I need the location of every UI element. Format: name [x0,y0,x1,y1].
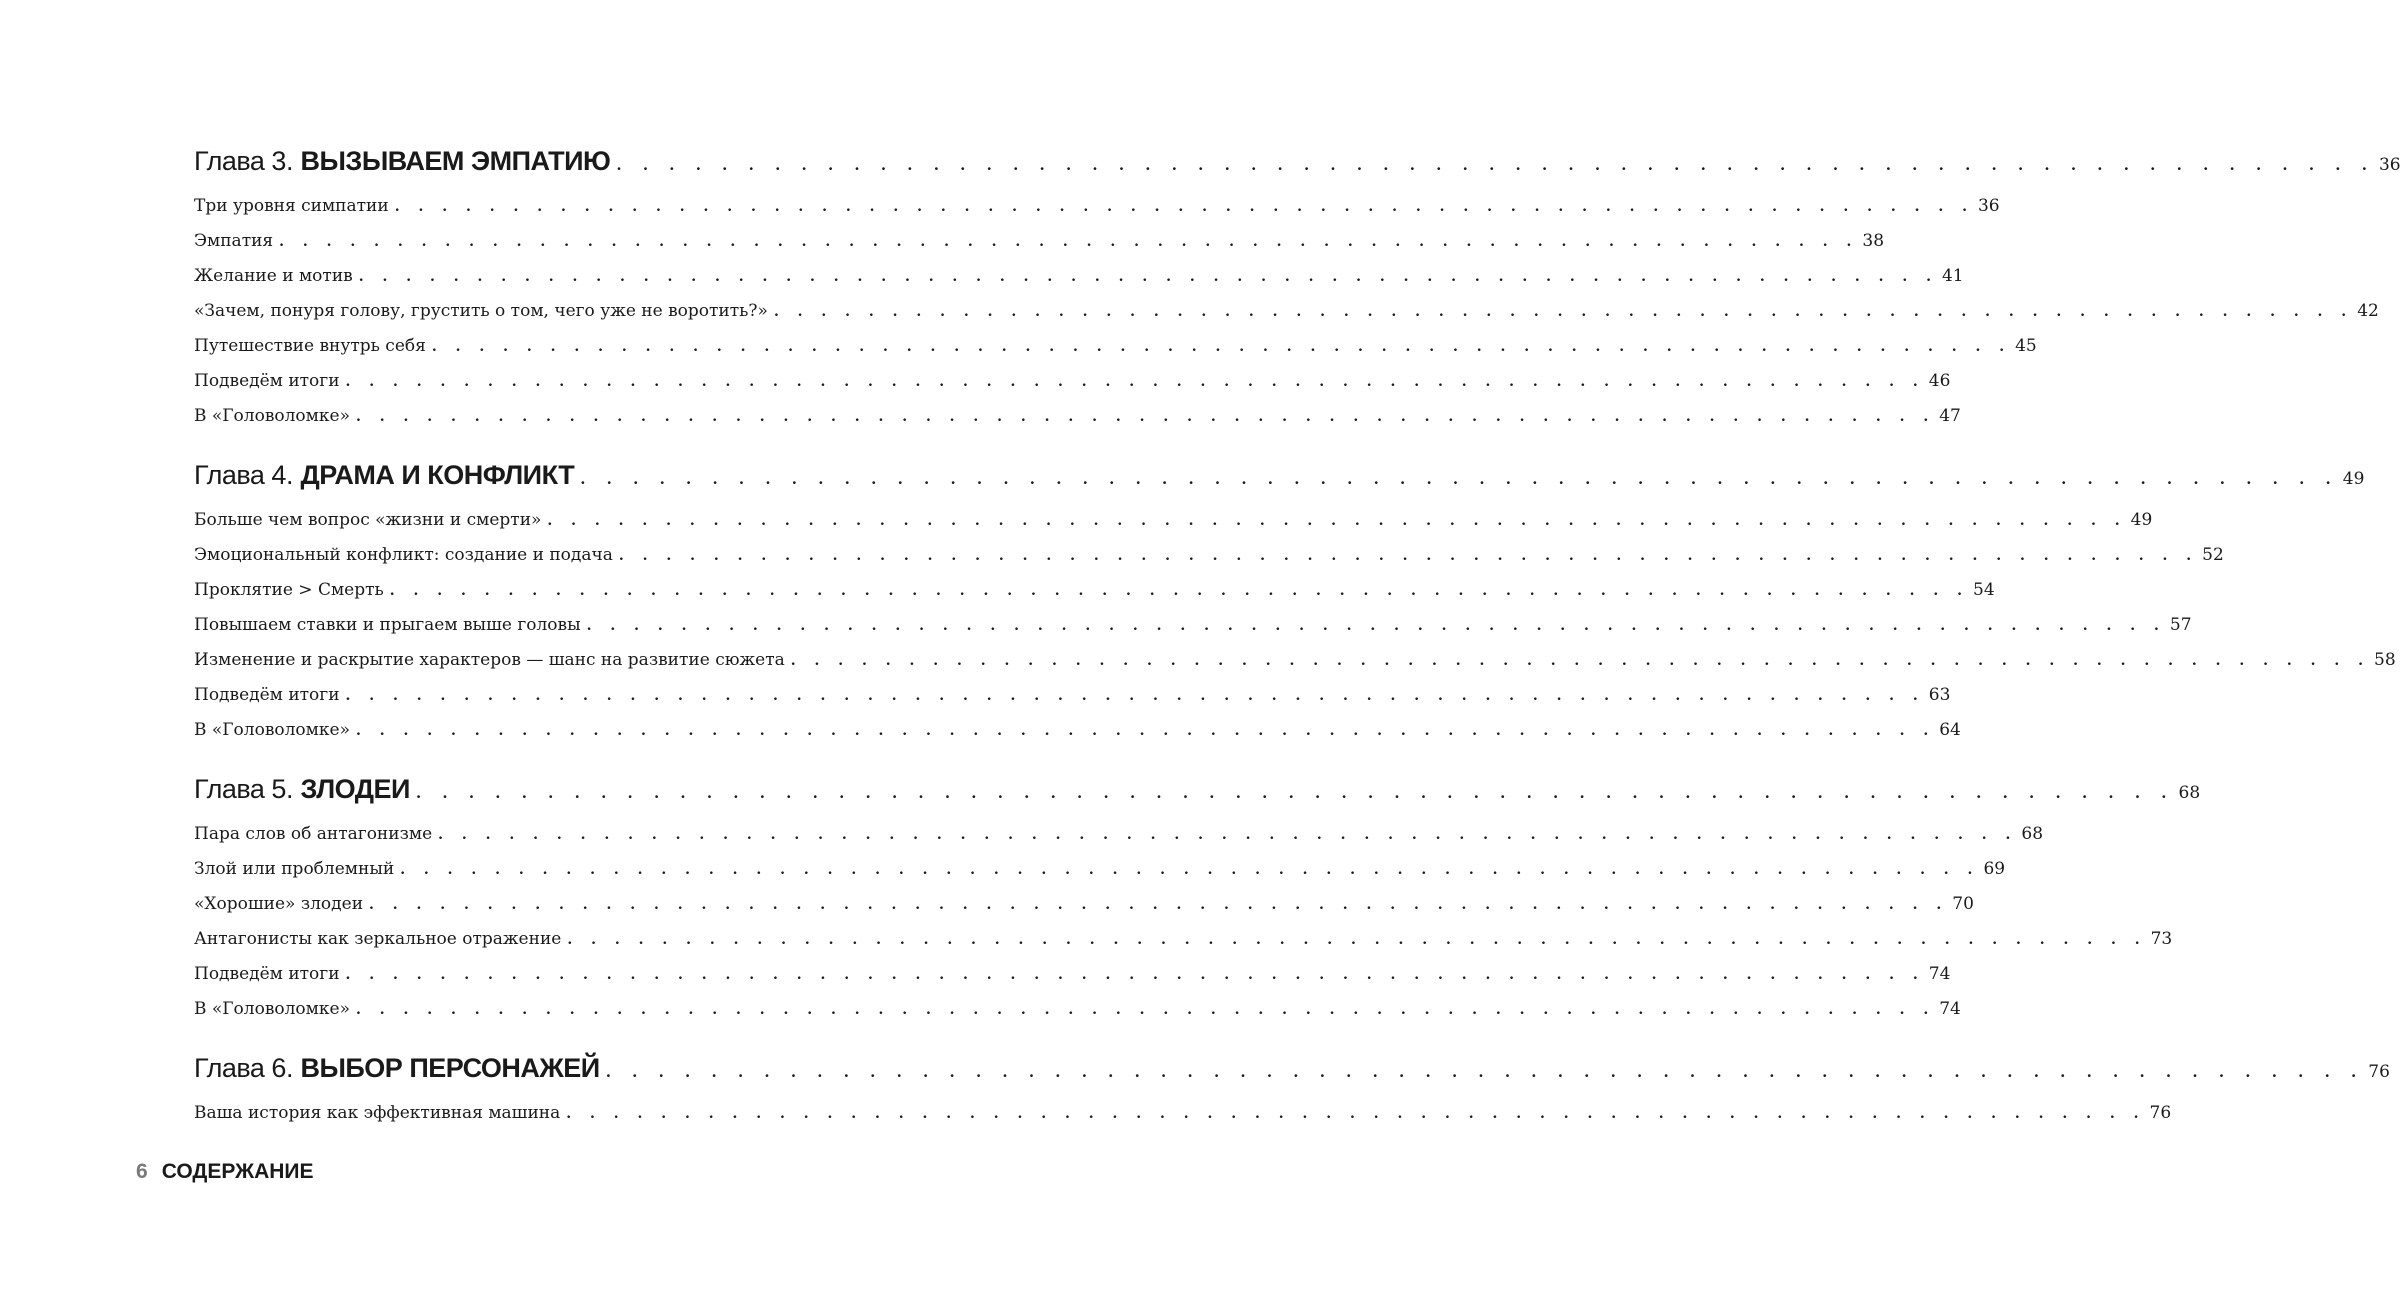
entry-page-number: 45 [2015,336,2037,356]
entry-title: Желание и мотив [194,266,353,286]
toc-entry[interactable] [194,964,1951,984]
entry-title: «Зачем, понуря голову, грустить о том, чего уже не воротить?» [194,301,768,321]
entry-page-number: 38 [1862,231,1885,251]
entry-page-number: 41 [1941,266,1964,286]
toc-entry[interactable] [194,650,2396,670]
toc-entry[interactable] [194,580,1995,600]
toc-entry[interactable] [194,406,1961,426]
chapter-page-number: 76 [2368,1062,2390,1082]
dot-leader: . . . . . . . . . . . . . . . . . . . . . . . . . . . . . . . . . . . . . . . . . . . . . . . . . . . . . . . . . . . . . . . . . . . [279,234,1859,250]
chapter-page-number: 49 [2342,469,2365,489]
toc-entry[interactable] [194,685,1951,705]
entry-title: Повышаем ставки и прыгаем выше головы [194,615,581,635]
entry-title: Путешествие внутрь себя [194,336,426,356]
page-footer [136,1160,314,1184]
toc-entry[interactable] [194,1103,2172,1123]
chapter-page-number: 36 [2378,155,2401,175]
chapter-page-number: 68 [2178,783,2201,803]
dot-leader: . . . . . . . . . . . . . . . . . . . . . . . . . . . . . . . . . . . . . . . . . . . . . . . . . . . . . . . . . . . . . . . . . . . [345,374,1925,390]
entry-page-number: 74 [1928,964,1951,984]
chapter-title [194,1053,606,1084]
entry-page-number: 74 [1939,999,1961,1019]
entry-page-number: 47 [1939,406,1961,426]
entry-page-number: 68 [2021,824,2044,844]
toc-entry[interactable] [194,929,2173,949]
dot-leader: . . . . . . . . . . . . . . . . . . . . . . . . . . . . . . . . . . . . . . . . . . . . . . . . . . . . . . . . . . . . . . . . . . . [355,723,1936,739]
toc-entry[interactable] [194,615,2192,635]
dot-leader: . . . . . . . . . . . . . . . . . . . . . . . . . . . . . . . . . . . . . . . . . . . . . . . . . . . . . . . . . . . . . . . . . . . [355,1002,1936,1018]
dot-leader: . . . . . . . . . . . . . . . . . . . . . . . . . . . . . . . . . . . . . . . . . . . . . . . . . . . . . . . . . . . . . . . . . . . [547,513,2127,529]
dot-leader: . . . . . . . . . . . . . . . . . . . . . . . . . . . . . . . . . . . . . . . . . . . . . . . . . . . . . . . . . . . . . . . . . . . [358,269,1938,285]
entry-page-number: 49 [2130,510,2153,530]
entry-title: Злой или проблемный [194,859,395,879]
dot-leader: . . . . . . . . . . . . . . . . . . . . . . . . . . . . . . . . . . . . . . . . . . . . . . . . . . . . . . . . . . . . . . . . . . . [415,784,2175,802]
dot-leader: . . . . . . . . . . . . . . . . . . . . . . . . . . . . . . . . . . . . . . . . . . . . . . . . . . . . . . . . . . . . . . . . . . . [566,1106,2146,1122]
page-number: 6 [136,1160,148,1183]
entry-title: Пара слов об антагонизме [194,824,433,844]
toc-entry[interactable] [194,371,1951,391]
entry-title: Эмпатия [194,231,274,251]
entry-title: Подведём итоги [194,964,340,984]
entry-page-number: 58 [2374,650,2396,670]
dot-leader: . . . . . . . . . . . . . . . . . . . . . . . . . . . . . . . . . . . . . . . . . . . . . . . . . . . . . . . . . . . . . . . . . . . [618,548,2199,564]
entry-title: Подведём итоги [194,371,340,391]
dot-leader: . . . . . . . . . . . . . . . . . . . . . . . . . . . . . . . . . . . . . . . . . . . . . . . . . . . . . . . . . . . . . . . . . . . [431,339,2012,355]
dot-leader: . . . . . . . . . . . . . . . . . . . . . . . . . . . . . . . . . . . . . . . . . . . . . . . . . . . . . . . . . . . . . . . . . . . [345,967,1925,983]
chapter-heading[interactable] [194,774,2201,805]
entry-page-number: 36 [1977,196,2000,216]
chapter-title [194,460,580,491]
dot-leader: . . . . . . . . . . . . . . . . . . . . . . . . . . . . . . . . . . . . . . . . . . . . . . . . . . . . . . . . . . . . . . . . . . . [616,156,2375,174]
entry-page-number: 76 [2149,1103,2172,1123]
dot-leader: . . . . . . . . . . . . . . . . . . . . . . . . . . . . . . . . . . . . . . . . . . . . . . . . . . . . . . . . . . . . . . . . . . . [369,897,1949,913]
entry-title: Эмоциональный конфликт: создание и подача [194,545,613,565]
toc-entry[interactable] [194,720,1961,740]
chapter-name: ВЫБОР ПЕРСОНАЖЕЙ [300,1053,600,1083]
chapter-heading[interactable] [194,1053,2390,1084]
entry-page-number: 64 [1939,720,1961,740]
toc-entry[interactable] [194,336,2037,356]
toc-entry[interactable] [194,266,1964,286]
dot-leader: . . . . . . . . . . . . . . . . . . . . . . . . . . . . . . . . . . . . . . . . . . . . . . . . . . . . . . . . . . . . . . . . . . . [586,618,2166,634]
dot-leader: . . . . . . . . . . . . . . . . . . . . . . . . . . . . . . . . . . . . . . . . . . . . . . . . . . . . . . . . . . . . . . . . . . . [438,827,2018,843]
dot-leader: . . . . . . . . . . . . . . . . . . . . . . . . . . . . . . . . . . . . . . . . . . . . . . . . . . . . . . . . . . . . . . . . . . . [400,862,1980,878]
entry-title: Изменение и раскрытие характеров — шанс на развитие сюжета [194,650,785,670]
entry-page-number: 69 [1983,859,2006,879]
dot-leader: . . . . . . . . . . . . . . . . . . . . . . . . . . . . . . . . . . . . . . . . . . . . . . . . . . . . . . . . . . . . . . . . . . . [773,304,2354,320]
entry-title: Ваша история как эффективная машина [194,1103,561,1123]
dot-leader: . . . . . . . . . . . . . . . . . . . . . . . . . . . . . . . . . . . . . . . . . . . . . . . . . . . . . . . . . . . . . . . . . . . [580,470,2339,488]
section-title: СОДЕРЖАНИЕ [161,1160,314,1183]
entry-title: В «Головоломке» [194,720,350,740]
toc-entry[interactable] [194,231,1885,251]
entry-page-number: 73 [2150,929,2173,949]
entry-title: Подведём итоги [194,685,340,705]
entry-page-number: 46 [1928,371,1951,391]
entry-title: Проклятие > Смерть [194,580,384,600]
dot-leader: . . . . . . . . . . . . . . . . . . . . . . . . . . . . . . . . . . . . . . . . . . . . . . . . . . . . . . . . . . . . . . . . . . . [394,199,1974,215]
chapter-name: ДРАМА И КОНФЛИКТ [300,460,575,490]
entry-title: Три уровня симпатии [194,196,389,216]
chapter-prefix: Глава 6. [194,1053,293,1083]
entry-title: «Хорошие» злодеи [194,894,364,914]
entry-page-number: 52 [2202,545,2224,565]
chapter-prefix: Глава 5. [194,774,293,804]
entry-page-number: 54 [1973,580,1995,600]
dot-leader: . . . . . . . . . . . . . . . . . . . . . . . . . . . . . . . . . . . . . . . . . . . . . . . . . . . . . . . . . . . . . . . . . . . [605,1063,2365,1081]
dot-leader: . . . . . . . . . . . . . . . . . . . . . . . . . . . . . . . . . . . . . . . . . . . . . . . . . . . . . . . . . . . . . . . . . . . [389,583,1970,599]
chapter-heading[interactable] [194,460,2365,491]
toc-entry[interactable] [194,824,2044,844]
dot-leader: . . . . . . . . . . . . . . . . . . . . . . . . . . . . . . . . . . . . . . . . . . . . . . . . . . . . . . . . . . . . . . . . . . . [355,409,1936,425]
chapter-title [194,774,416,805]
entry-title: В «Головоломке» [194,999,350,1019]
entry-title: Больше чем вопрос «жизни и смерти» [194,510,542,530]
dot-leader: . . . . . . . . . . . . . . . . . . . . . . . . . . . . . . . . . . . . . . . . . . . . . . . . . . . . . . . . . . . . . . . . . . . [790,653,2370,669]
chapter-title [194,146,616,177]
entry-page-number: 63 [1928,685,1951,705]
entry-page-number: 42 [2357,301,2379,321]
toc-entry[interactable] [194,894,1974,914]
chapter-prefix: Глава 3. [194,146,293,176]
entry-title: В «Головоломке» [194,406,350,426]
toc-entry[interactable] [194,510,2153,530]
entry-page-number: 70 [1952,894,1974,914]
chapter-name: ЗЛОДЕИ [300,774,410,804]
chapter-prefix: Глава 4. [194,460,293,490]
entry-page-number: 57 [2169,615,2192,635]
toc-entry[interactable] [194,545,2224,565]
toc-entry[interactable] [194,999,1961,1019]
toc-entry[interactable] [194,859,2006,879]
toc-entry[interactable] [194,196,2000,216]
chapter-heading[interactable] [194,146,2401,177]
entry-title: Антагонисты как зеркальное отражение [194,929,562,949]
dot-leader: . . . . . . . . . . . . . . . . . . . . . . . . . . . . . . . . . . . . . . . . . . . . . . . . . . . . . . . . . . . . . . . . . . . [567,932,2147,948]
toc-entry[interactable] [194,301,2379,321]
dot-leader: . . . . . . . . . . . . . . . . . . . . . . . . . . . . . . . . . . . . . . . . . . . . . . . . . . . . . . . . . . . . . . . . . . . [345,688,1925,704]
chapter-name: ВЫЗЫВАЕМ ЭМПАТИЮ [300,146,611,176]
